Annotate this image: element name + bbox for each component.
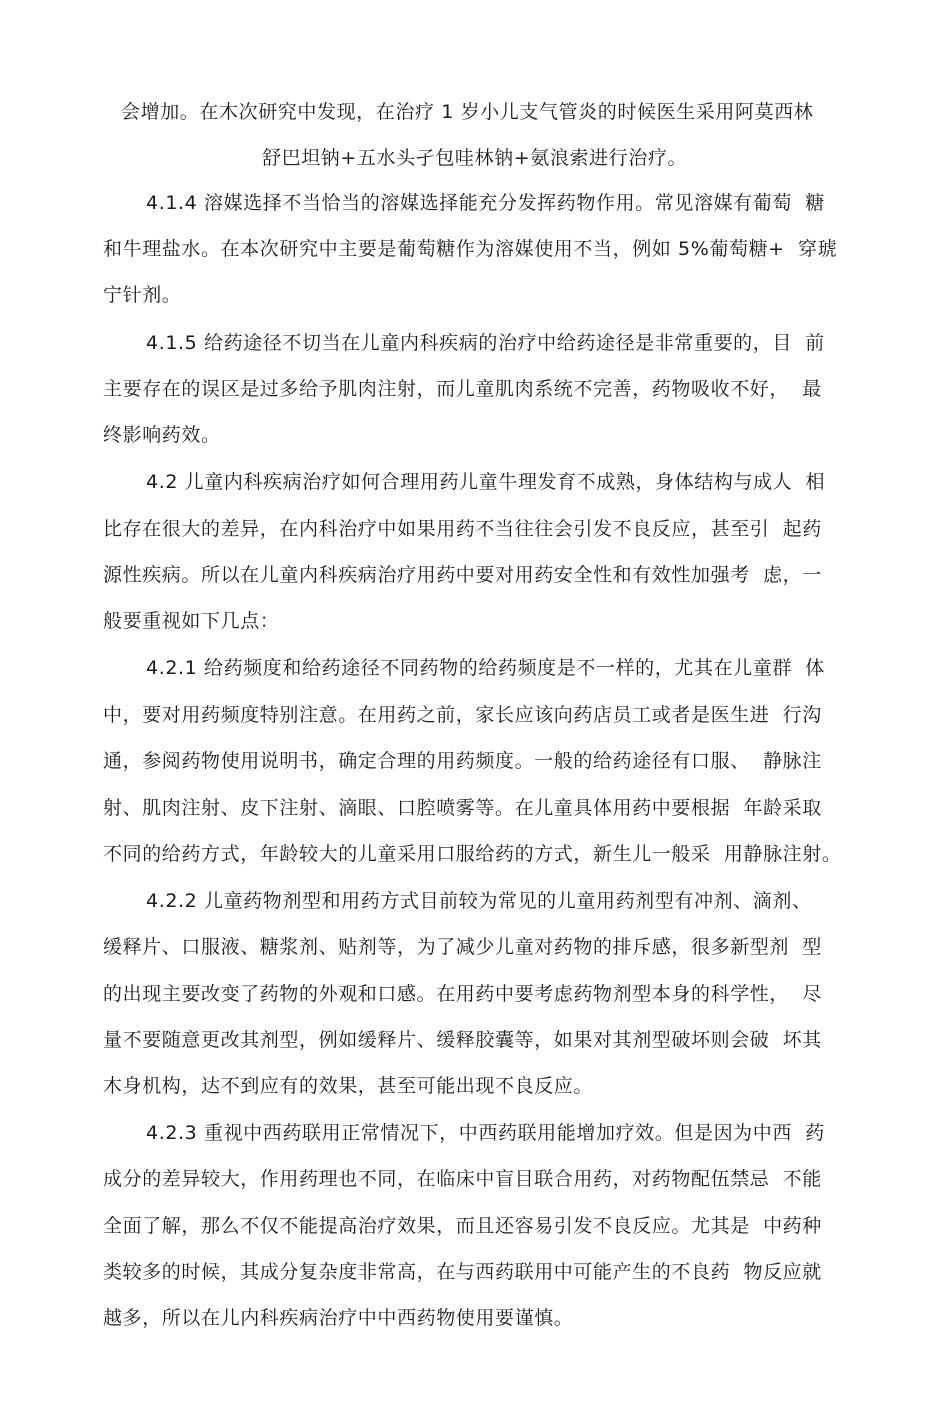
text-line: 主要存在的误区是过多给予肌肉注射，而儿童肌肉系统不完善，药物吸收不好， 最 [103,378,822,400]
text-line: 成分的差异较大，作用药理也不同，在临床中盲目联合用药，对药物配伍禁忌 不能 [103,1168,822,1190]
text-line: 和牛理盐水。在本次研究中主要是葡萄糖作为溶媒使用不当，例如 5%葡萄糖+ 穿琥 [103,238,838,260]
section-4-1-4-line: 4.1.4 溶媒选择不当恰当的溶媒选择能充分发挥药物作用。常见溶媒有葡萄 糖 [146,192,825,214]
text-line: 不同的给药方式，年龄较大的儿童采用口服给药的方式，新生儿一般采 用静脉注射。 [103,843,842,865]
text-line: 量不要随意更改其剂型，例如缓释片、缓释胶囊等，如果对其剂型破坏则会破 坏其 [103,1029,822,1051]
text-line: 比存在很大的差异，在内科治疗中如果用药不当往往会引发不良反应，甚至引 起药 [103,518,822,540]
text-line: 终影响药效。 [103,424,221,446]
text-line: 般要重视如下几点： [103,610,280,632]
text-line: 会增加。在木次研究中发现，在治疗 1 岁小儿支气管炎的时候医生采用阿莫西林 [121,101,814,123]
section-4-2-3-line: 4.2.3 重视中西药联用正常情况下，中西药联用能增加疗效。但是因为中西 药 [146,1122,825,1144]
section-4-2-1-line: 4.2.1 给药频度和给药途径不同药物的给药频度是不一样的，尤其在儿童群 体 [146,657,825,679]
text-line: 中，要对用药频度特别注意。在用药之前，家长应该向药店员工或者是医生进 行沟 [103,704,822,726]
text-line: 源性疾病。所以在儿童内科疾病治疗用药中要对用药安全性和有效性加强考 虑，一 [103,564,822,586]
text-line: 射、肌肉注射、皮下注射、滴眼、口腔喷雾等。在儿童具体用药中要根据 年龄采取 [103,797,822,819]
text-line: 的出现主要改变了药物的外观和口感。在用药中要考虑药物剂型本身的科学性， 尽 [103,983,822,1005]
text-line: 舒巴坦钠+五水头孑包哇林钠+氨浪索进行治疗。 [262,147,688,169]
text-line: 缓释片、口服液、糖浆剂、贴剂等，为了减少儿童对药物的排斥感，很多新型剂 型 [103,936,822,958]
text-line: 类较多的时候，其成分复杂度非常高，在与西药联用中可能产生的不良药 物反应就 [103,1261,822,1283]
text-line: 宁针剂。 [103,284,182,306]
text-line: 全面了解，那么不仅不能提高治疗效果，而且还容易引发不良反应。尤其是 中药种 [103,1215,822,1237]
text-line: 越多，所以在儿内科疾病治疗中中西药物使用要谨慎。 [103,1307,574,1329]
section-4-1-5-line: 4.1.5 给药途径不切当在儿童内科疾病的治疗中给药途径是非常重要的，目 前 [146,332,825,354]
text-line: 通，参阅药物使用说明书，确定合理的用药频度。一般的给药途径有口服、 静脉注 [103,750,822,772]
section-4-2-2-line: 4.2.2 儿童药物剂型和用药方式目前较为常见的儿童用药剂型有冲剂、滴剂、 [146,890,812,912]
section-4-2-line: 4.2 儿童内科疾病治疗如何合理用药儿童牛理发育不成熟，身体结构与成人 相 [146,471,826,493]
text-line: 木身机构，达不到应有的效果，甚至可能出现不良反应。 [103,1075,594,1097]
